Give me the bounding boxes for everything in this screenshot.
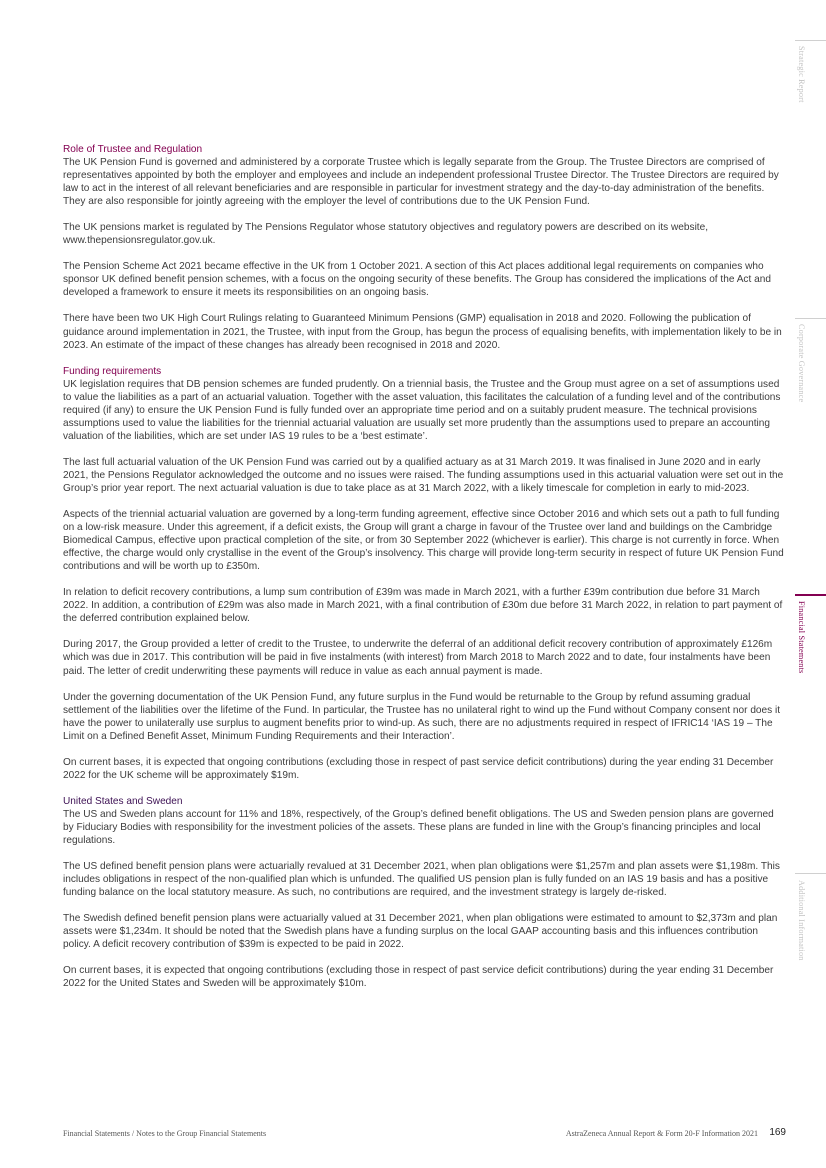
side-nav-strategic-report[interactable]: Strategic Report	[797, 46, 806, 103]
side-nav-active-rule	[795, 594, 826, 596]
section-funding-requirements	[63, 365, 785, 782]
page-footer	[63, 1128, 786, 1142]
paragraph: During 2017, the Group provided a letter of credit to the Trustee, to underwrite the deferral of an additional deficit recovery contribution of approximately £126m which was due in 2017. This contribution will be paid in five instalments (with interest) from March 2018 to March 2022 and to date, four instalments have been paid. The letter of credit underwriting these payments will reduce in value as each annual payment is made.	[63, 639, 773, 677]
page-number: 169	[769, 1127, 786, 1138]
main-content	[63, 143, 785, 1003]
section-heading-role: Role of Trustee and Regulation	[63, 144, 203, 155]
paragraph: UK legislation requires that DB pension schemes are funded prudently. On a triennial basis, the Trustee and the Group must agree on a set of assumptions used to value the liabilities as a part of an actuarial valuation. Together with the asset valuation, this facilitates the calculation of a funding level and of the contributions required (if any) to ensure the UK Pension Fund is fully funded over an appropriate time period and on a suitably prudent measure. The technical provisions assumptions used to value the liabilities for the triennial actuarial valuation are usually set more prudently than the assumptions used to prepare an accounting valuation of the liabilities, which are set under IAS 19 rules to be a ‘best estimate’.	[63, 378, 781, 442]
paragraph: In relation to deficit recovery contributions, a lump sum contribution of £39m was made in March 2021, with a further £39m contribution due before 31 March 2022. In addition, a contribution of £29m was also made in March 2021, with a final contribution of £30m due before 31 March 2022, in relation to part payment of the deferred contribution explained below.	[63, 587, 783, 625]
section-side-nav	[795, 0, 826, 1168]
side-nav-corporate-governance[interactable]: Corporate Governance	[797, 324, 806, 403]
section-heading-us-sweden: United States and Sweden	[63, 795, 183, 807]
paragraph: The Swedish defined benefit pension plans were actuarially valued at 31 December 2021, when plan obligations were estimated to amount to $2,373m and plan assets were $1,234m. It should be noted that the Swedish plans have a funding surplus on the local GAAP accounting basis and this influences contribution policy. A deficit recovery contribution of $39m is expected to be paid in 2022.	[63, 913, 778, 951]
footer-breadcrumb: Financial Statements / Notes to the Group Financial Statements	[63, 1129, 267, 1138]
paragraph: The last full actuarial valuation of the UK Pension Fund was carried out by a qualified actuary as at 31 March 2019. It was finalised in June 2020 and in early 2021, the Pensions Regulator acknowledged the outcome and no issues were raised. The funding assumptions used in this actuarial valuation were set out in the Group’s prior year report. The next actuarial valuation is due to take place as at 31 March 2022, with a likely timescale for completion in early to mid-2023.	[63, 456, 784, 494]
paragraph: The UK Pension Fund is governed and administered by a corporate Trustee which is legally separate from the Group. The Trustee Directors are comprised of representatives appointed by both the employer and employees and include an independent professional Trustee Director. The Trustee Directors are required by law to act in the interest of all relevant beneficiaries and are responsible in particular for investment strategy and the day-to-day administration of the benefits. They are also responsible for jointly agreeing with the employer the level of contributions due to the UK Pension Fund.	[63, 157, 779, 208]
paragraph: Aspects of the triennial actuarial valuation are governed by a long-term funding agreement, effective since October 2016 and which sets out a path to full funding on a low-risk measure. Under this agreement, if a deficit exists, the Group will grant a charge in favour of the Trustee over land and buildings on the Cambridge Biomedical Campus, effective upon practical completion of the site, or from 30 September 2022 (whichever is earlier). This charge is not currently in force. When effective, the charge would only crystallise in the event of the Group’s insolvency. This charge will provide long-term security in respect of future UK Pension Fund contributions and will be worth up to £350m.	[63, 509, 784, 573]
paragraph: Under the governing documentation of the UK Pension Fund, any future surplus in the Fund would be returnable to the Group by refund assuming gradual settlement of the liabilities over the lifetime of the Fund. In particular, the Trustee has no unilateral right to wind up the Fund without Company consent nor does it have the power to unilaterally use surplus to augment benefits prior to wind-up. As such, there are no adjustments required in respect of IFRIC14 ‘IAS 19 – The Limit on a Defined Benefit Asset, Minimum Funding Requirements and their Interaction’.	[63, 691, 781, 742]
paragraph: The Pension Scheme Act 2021 became effective in the UK from 1 October 2021. A section of this Act places additional legal requirements on companies who sponsor UK defined benefit pension schemes, with a focus on the ongoing security of these benefits. The Group has considered the implications of the Act and developed a framework to ensure it meets its responsibilities on an ongoing basis.	[63, 261, 771, 299]
section-role-of-trustee	[63, 143, 785, 352]
section-us-and-sweden	[63, 795, 785, 991]
side-nav-financial-statements[interactable]: Financial Statements	[797, 601, 806, 674]
section-heading-funding: Funding requirements	[63, 365, 162, 377]
paragraph: The US and Sweden plans account for 11% and 18%, respectively, of the Group’s defined benefit obligations. The US and Sweden pension plans are governed by Fiduciary Bodies with responsibility for the investment policies of the assets. These plans are funded in line with the Group’s financing principles and local regulations.	[63, 808, 774, 846]
paragraph: On current bases, it is expected that ongoing contributions (excluding those in respect of past service deficit contributions) during the year ending 31 December 2022 for the United States and Sweden will be approximately $10m.	[63, 965, 774, 990]
side-nav-rule	[795, 873, 826, 874]
side-nav-additional-information[interactable]: Additional Information	[797, 880, 806, 961]
paragraph: There have been two UK High Court Rulings relating to Guaranteed Minimum Pensions (GMP) equalisation in 2018 and 2020. Following the publication of guidance around implementation in 2021, the Trustee, with input from the Group, has begun the process of equalising benefits, with implementation likely to be in 2023. An estimate of the impact of these changes has already been recognised in 2018 and 2020.	[63, 313, 782, 351]
paragraph: On current bases, it is expected that ongoing contributions (excluding those in respect of past service deficit contributions) during the year ending 31 December 2022 for the UK scheme will be approximately $19m.	[63, 756, 774, 781]
footer-publication-title: AstraZeneca Annual Report & Form 20-F Information 2021	[565, 1129, 758, 1138]
side-nav-rule	[795, 318, 826, 319]
paragraph: The UK pensions market is regulated by The Pensions Regulator whose statutory objectives and regulatory powers are described on its website, www.thepensionsregulator.gov.uk.	[63, 222, 709, 247]
side-nav-rule	[795, 40, 826, 41]
paragraph: The US defined benefit pension plans were actuarially revalued at 31 December 2021, when plan obligations were $1,257m and plan assets were $1,198m. This includes obligations in respect of the non-qualified plan which is unfunded. The qualified US pension plan is fully funded on an IAS 19 basis and has a positive funding balance on the local statutory measure. As such, no contributions are required, and the investment strategy is largely de-risked.	[63, 861, 780, 899]
